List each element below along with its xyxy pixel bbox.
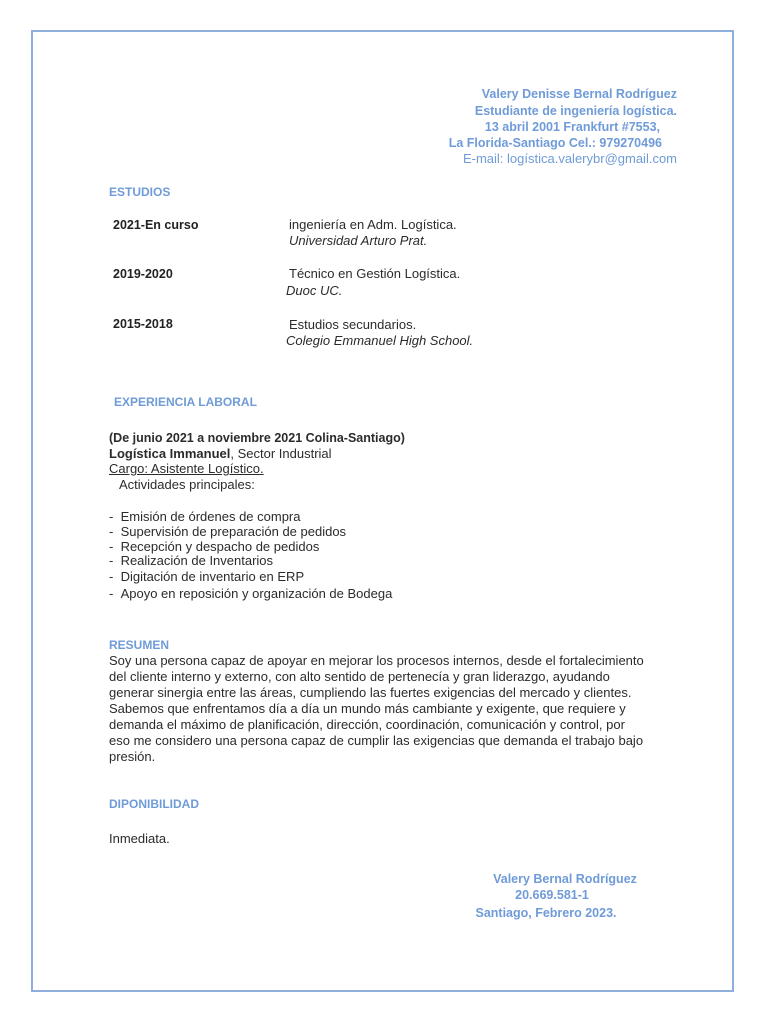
experiencia-heading: EXPERIENCIA LABORAL (114, 395, 257, 409)
resumen-text: Soy una persona capaz de apoyar en mejorar los procesos internos, desde el fortalecimiento del cliente interno y externo, con alto sentido de pertenecía y gran liderazgo, ayudando generar sinergia entre las áreas, cumpliendo las fuertes exigencias del mercado y clientes. Sabemos que enfrentamos día a día un mundo más cambiante y exigente, que requiere y demanda el máximo de planificación, dirección, coordinación, comunicación y control, por eso me considero una persona capaz de cumplir las exigencias que demanda el trabajo bajo presión. (109, 653, 644, 764)
activity-text: Apoyo en reposición y organización de Bodega (120, 586, 393, 601)
signature-name: Valery Bernal Rodríguez (493, 872, 637, 886)
estudio-3-program: Estudios secundarios. (289, 317, 417, 332)
estudio-1-institution: Universidad Arturo Prat. (289, 233, 428, 248)
signature-id: 20.669.581-1 (515, 888, 589, 902)
estudio-1-years: 2021-En curso (113, 218, 199, 232)
header-title: Estudiante de ingeniería logística. (474, 104, 677, 118)
estudio-2-years: 2019-2020 (113, 267, 173, 281)
resumen-heading: RESUMEN (109, 638, 170, 652)
estudio-3-institution: Colegio Emmanuel High School. (286, 333, 474, 348)
estudios-heading: ESTUDIOS (109, 185, 171, 199)
signature-place-date: Santiago, Febrero 2023. (475, 906, 617, 920)
disponibilidad-value: Inmediata. (109, 831, 170, 846)
estudio-3-years: 2015-2018 (113, 317, 173, 331)
activity-item: - Realización de Inventarios (109, 553, 274, 568)
activity-text: Emisión de órdenes de compra (120, 509, 301, 524)
experiencia-company: Logística Immanuel (109, 446, 231, 461)
activity-text: Recepción y despacho de pedidos (120, 539, 320, 554)
experiencia-cargo-text: Cargo: Asistente Logístico. (109, 461, 264, 476)
header-address-2: La Florida-Santiago Cel.: 979270496 (448, 136, 662, 150)
header-email: E-mail: logística.valerybr@gmail.com (462, 151, 677, 166)
experiencia-activities-label: Actividades principales: (119, 477, 255, 492)
estudio-2-institution: Duoc UC. (286, 283, 343, 298)
activity-item: - Apoyo en reposición y organización de Bodega (109, 586, 393, 601)
experiencia-company-line (109, 446, 332, 462)
experiencia-cargo (109, 461, 264, 477)
activity-text: Realización de Inventarios (120, 553, 274, 568)
activity-item: - Digitación de inventario en ERP (109, 569, 305, 584)
activity-text: Supervisión de preparación de pedidos (120, 524, 347, 539)
header-name: Valery Denisse Bernal Rodríguez (481, 87, 677, 101)
activity-text: Digitación de inventario en ERP (120, 569, 305, 584)
estudio-1-program: ingeniería en Adm. Logística. (289, 217, 457, 232)
activity-item: - Supervisión de preparación de pedidos (109, 524, 347, 539)
header-address-1: 13 abril 2001 Frankfurt #7553, (484, 120, 660, 134)
experiencia-period: (De junio 2021 a noviembre 2021 Colina-Santiago) (109, 431, 405, 445)
activity-item: - Emisión de órdenes de compra (109, 509, 301, 524)
experiencia-sector: , Sector Industrial (230, 446, 332, 461)
disponibilidad-heading: DIPONIBILIDAD (109, 797, 199, 811)
estudio-2-program: Técnico en Gestión Logística. (289, 266, 461, 281)
activity-item: - Recepción y despacho de pedidos (109, 539, 320, 554)
